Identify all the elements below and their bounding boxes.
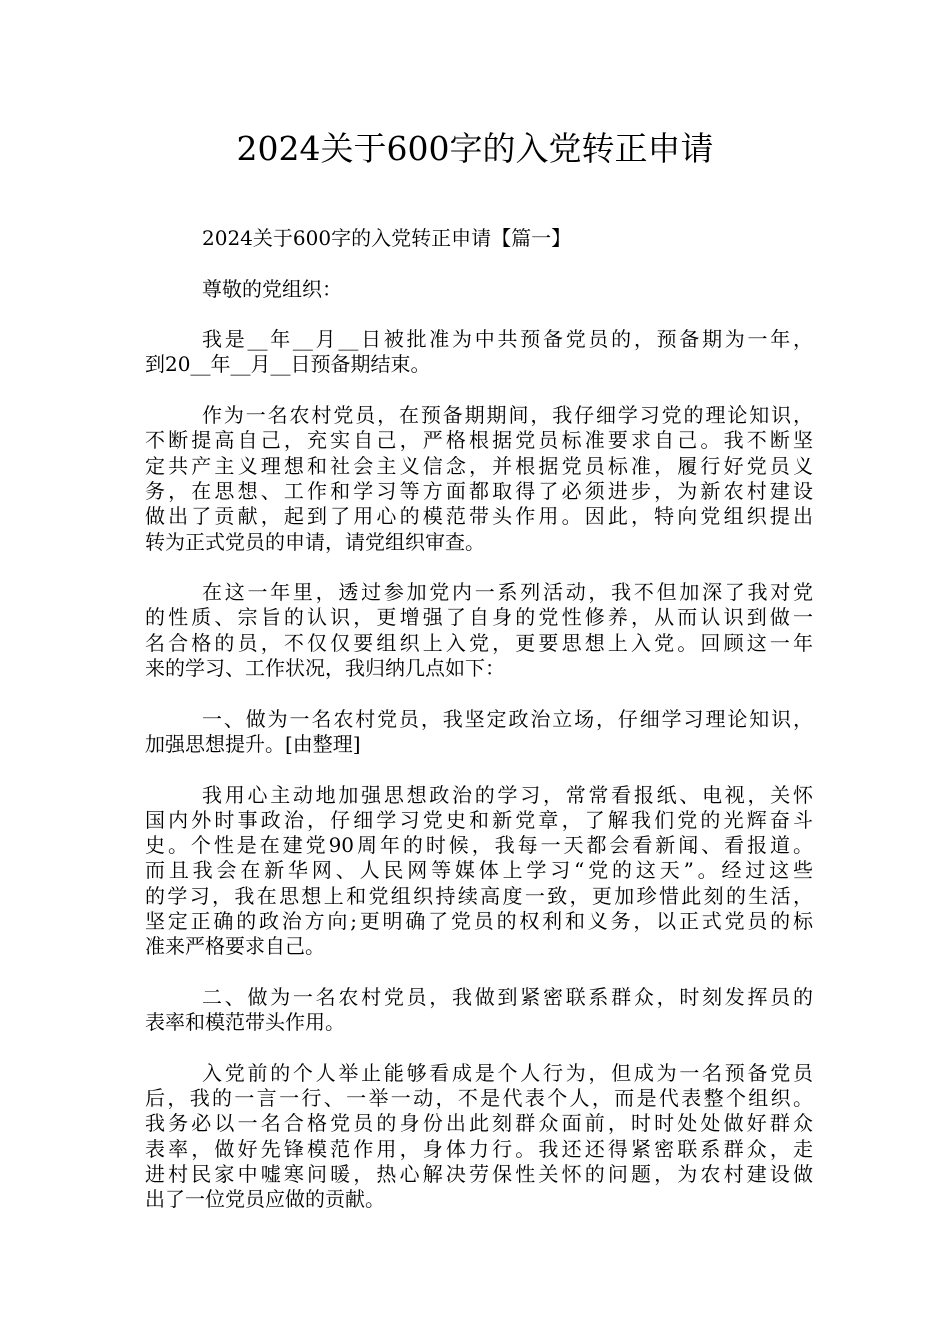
paragraph-line: 的学习，我在思想上和党组织持续高度一致，更加珍惜此刻的生活， bbox=[145, 883, 813, 908]
paragraph-line: 来的学习、工作状况，我归纳几点如下： bbox=[145, 656, 505, 681]
paragraph-line: 我是__年__月__日被批准为中共预备党员的，预备期为一年， bbox=[202, 327, 813, 352]
paragraph-line: 入党前的个人举止能够看成是个人行为，但成为一名预备党员 bbox=[202, 1060, 813, 1085]
paragraph-line: 我用心主动地加强思想政治的学习，常常看报纸、电视，关怀 bbox=[202, 782, 813, 807]
paragraph-line: 后，我的一言一行、一举一动，不是代表个人，而是代表整个组织。 bbox=[145, 1086, 813, 1111]
paragraph-line: 名合格的员，不仅仅要组织上入党，更要思想上入党。回顾这一年 bbox=[145, 630, 813, 655]
paragraph-line: 做出了贡献，起到了用心的模范带头作用。因此，特向党组织提出 bbox=[145, 504, 813, 529]
paragraph-line: 史。个性是在建党90周年的时候，我每一天都会看新闻、看报道。 bbox=[145, 833, 813, 858]
paragraph-line: 一、做为一名农村党员，我坚定政治立场，仔细学习理论知识， bbox=[202, 706, 813, 731]
paragraph-line: 二、做为一名农村党员，我做到紧密联系群众，时刻发挥员的 bbox=[202, 984, 813, 1009]
paragraph-line: 的性质、宗旨的认识，更增强了自身的党性修养，从而认识到做一 bbox=[145, 605, 813, 630]
document-body bbox=[145, 226, 813, 1238]
paragraph-line: 而且我会在新华网、人民网等媒体上学习“党的这天”。经过这些 bbox=[145, 858, 813, 883]
paragraph-line: 作为一名农村党员，在预备期期间，我仔细学习党的理论知识， bbox=[202, 403, 813, 428]
paragraph-line: 表率，做好先锋模范作用，身体力行。我还还得紧密联系群众，走 bbox=[145, 1136, 813, 1161]
paragraph-line: 到20__年__月__日预备期结束。 bbox=[145, 352, 431, 377]
document-title: 2024关于600字的入党转正申请 bbox=[236, 129, 714, 168]
paragraph-p2 bbox=[145, 403, 813, 555]
paragraph-line: 坚定正确的政治方向;更明确了党员的权利和义务，以正式党员的标 bbox=[145, 909, 813, 934]
paragraph-line: 务，在思想、工作和学习等方面都取得了必须进步，为新农村建设 bbox=[145, 478, 813, 503]
paragraph-p1 bbox=[145, 327, 813, 378]
paragraph-line: 出了一位党员应做的贡献。 bbox=[145, 1187, 385, 1212]
paragraph-line: 2024关于600字的入党转正申请【篇一】 bbox=[202, 226, 572, 250]
paragraph-subtitle bbox=[145, 226, 813, 251]
paragraph-line: 在这一年里，透过参加党内一系列活动，我不但加深了我对党 bbox=[202, 580, 813, 605]
paragraph-p7 bbox=[145, 1061, 813, 1213]
paragraph-line: 定共产主义理想和社会主义信念，并根据党员标准，履行好党员义 bbox=[145, 453, 813, 478]
paragraph-line: 加强思想提升。[由整理] bbox=[145, 731, 361, 756]
paragraph-p6 bbox=[145, 985, 813, 1036]
paragraph-p3 bbox=[145, 580, 813, 681]
paragraph-p5 bbox=[145, 783, 813, 960]
paragraph-line: 尊敬的党组织： bbox=[202, 276, 342, 301]
paragraph-line: 国内外时事政治，仔细学习党史和新党章，了解我们党的光辉奋斗 bbox=[145, 807, 813, 832]
paragraph-line: 我务必以一名合格党员的身份出此刻群众面前，时时处处做好群众 bbox=[145, 1111, 813, 1136]
paragraph-line: 不断提高自己，充实自己，严格根据党员标准要求自己。我不断坚 bbox=[145, 428, 813, 453]
paragraph-line: 表率和模范带头作用。 bbox=[145, 1010, 345, 1035]
paragraph-salutation bbox=[145, 277, 813, 302]
paragraph-line: 准来严格要求自己。 bbox=[145, 934, 325, 959]
paragraph-line: 转为正式党员的申请，请党组织审查。 bbox=[145, 529, 485, 554]
paragraph-p4 bbox=[145, 707, 813, 758]
paragraph-line: 进村民家中嘘寒问暖，热心解决劳保性关怀的问题，为农村建设做 bbox=[145, 1161, 813, 1186]
